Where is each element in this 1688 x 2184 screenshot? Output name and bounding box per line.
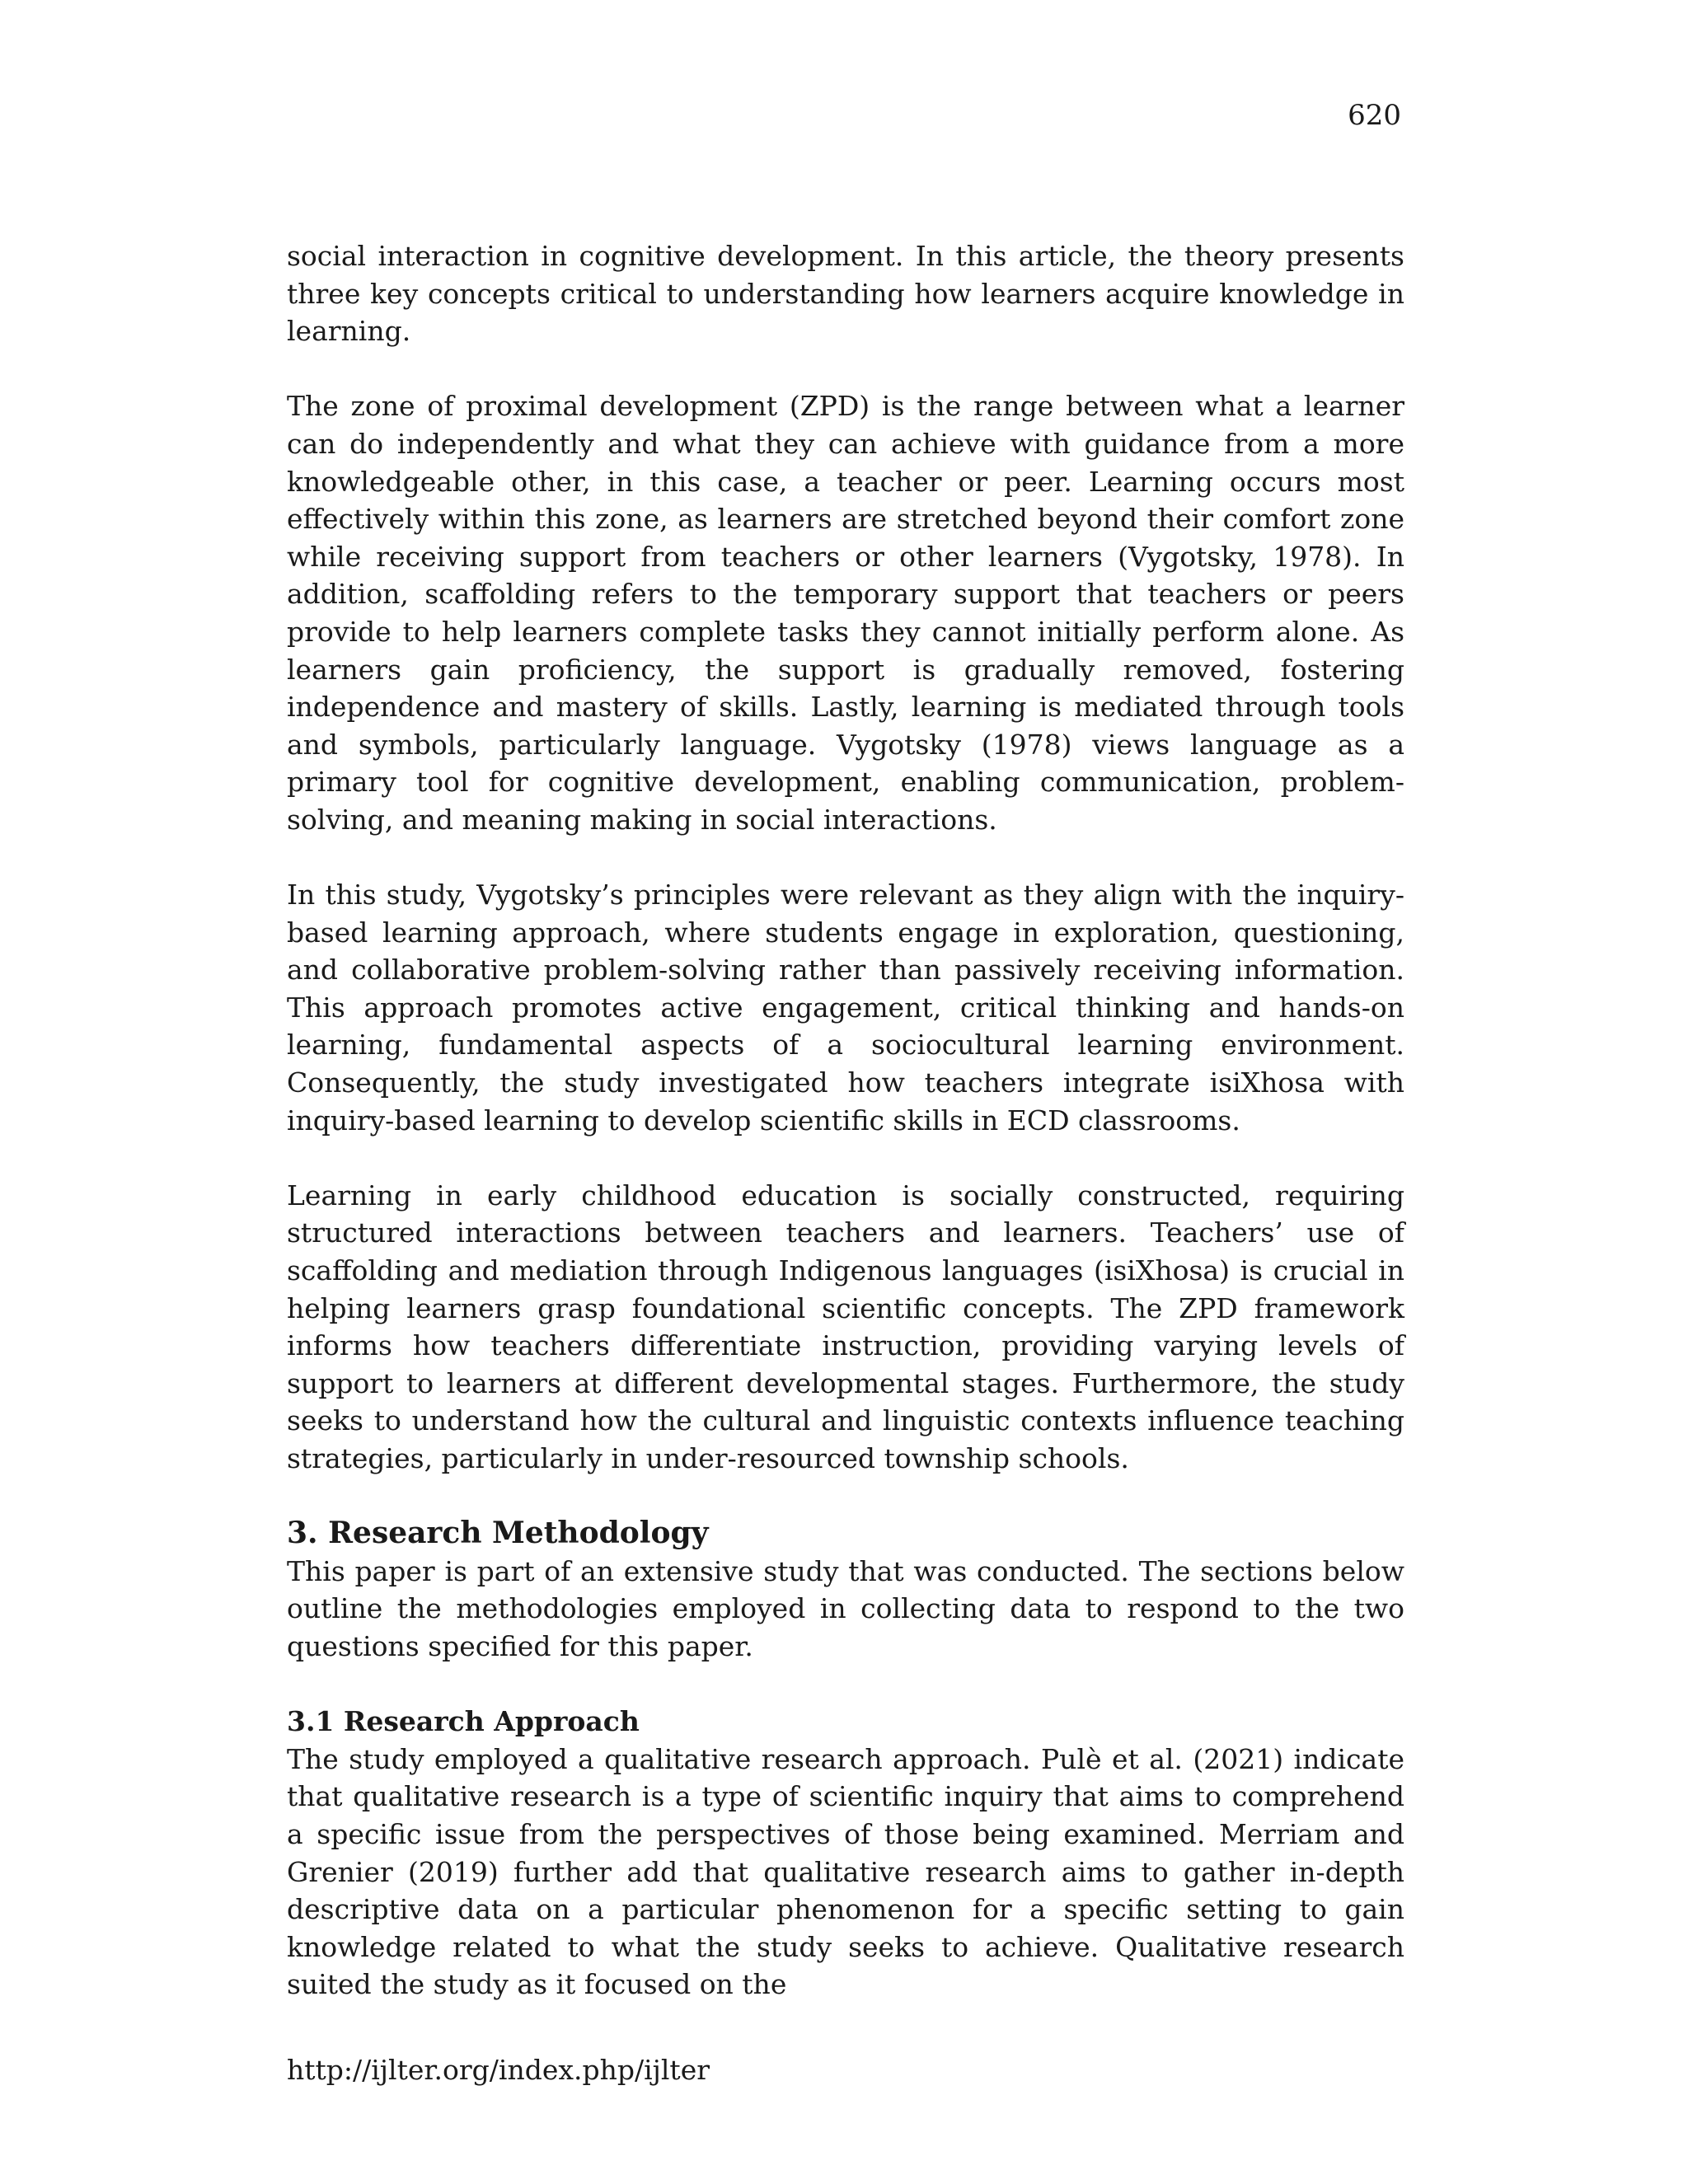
body-paragraph-1: social interaction in cognitive development. In this article, the theory presents three key concepts critical to understanding how learners acquire knowledge in learning. — [287, 240, 1404, 348]
footer-url: http://ijlter.org/index.php/ijlter — [287, 2054, 710, 2086]
section-heading-research-methodology: 3. Research Methodology — [287, 1516, 709, 1551]
subsection-heading-research-approach: 3.1 Research Approach — [287, 1705, 640, 1738]
page-body — [287, 237, 1404, 2004]
page-number: 620 — [1348, 99, 1401, 132]
section-paragraph: This paper is part of an extensive study that was conducted. The sections below outline the methodologies employed in collecting data to respond to the two questions specified for this paper. — [287, 1554, 1404, 1662]
subsection-paragraph: The study employed a qualitative research approach. Pulè et al. (2021) indicate that qualitative research is a type of scientific inquiry that aims to comprehend a specific issue from the perspectives of those being examined. Merriam and Grenier (2019) further add that qualitative research aims to gather in-depth descriptive data on a particular phenomenon for a specific setting to gain knowledge related to what the study seeks to achieve. Qualitative research suited the study as it focused on the — [287, 1742, 1404, 2001]
body-paragraph-3: In this study, Vygotsky’s principles were relevant as they align with the inquiry-based learning approach, where students engage in exploration, questioning, and collaborative problem-solving rather than passively receiving information. This approach promotes active engagement, critical thinking and hands-on learning, fundamental aspects of a sociocultural learning environment. Consequently, the study investigated how teachers integrate isiXhosa with inquiry-based learning to develop scientific skills in ECD classrooms. — [287, 879, 1404, 1137]
body-paragraph-4: Learning in early childhood education is socially constructed, requiring structured interactions between teachers and learners. Teachers’ use of scaffolding and mediation through Indigenous languages (isiXhosa) is crucial in helping learners grasp foundational scientific concepts. The ZPD framework informs how teachers differentiate instruction, providing varying levels of support to learners at different developmental stages. Furthermore, the study seeks to understand how the cultural and linguistic contexts influence teaching strategies, particularly in under-resourced township schools. — [287, 1179, 1404, 1474]
body-paragraph-2: The zone of proximal development (ZPD) is the range between what a learner can do independently and what they can achieve with guidance from a more knowledgeable other, in this case, a teacher or peer. Learning occurs most effectively within this zone, as learners are stretched beyond their comfort zone while receiving support from teachers or other learners (Vygotsky, 1978). In addition, scaffolding refers to the temporary support that teachers or peers provide to help learners complete tasks they cannot initially perform alone. As learners gain proficiency, the support is gradually removed, fostering independence and mastery of skills. Lastly, learning is mediated through tools and symbols, particularly language. Vygotsky (1978) views language as a primary tool for cognitive development, enabling communication, problem-solving, and meaning making in social interactions. — [287, 390, 1404, 836]
